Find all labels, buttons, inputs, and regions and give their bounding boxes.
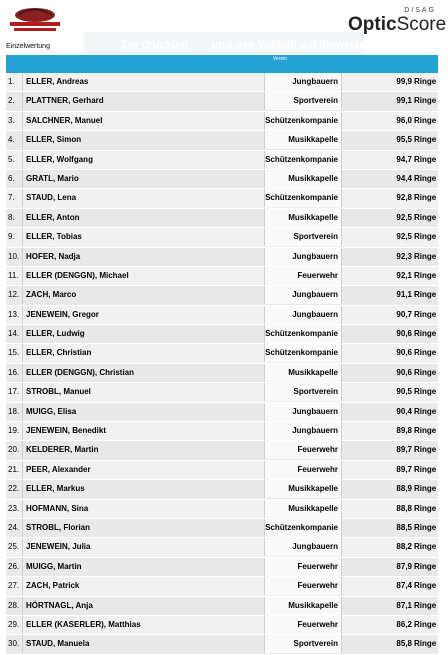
rank-cell: 1. [8, 77, 15, 86]
score-cell: 85,8 [396, 639, 412, 649]
club-cell: Jungbauern [264, 538, 342, 556]
club-cell: Sportverein [264, 92, 342, 110]
score-cell: 92,1 [396, 270, 412, 280]
table-row [6, 228, 438, 247]
name-cell: MUIGG, Elisa [26, 406, 77, 416]
name-cell: ELLER, Simon [26, 135, 82, 145]
score-cell: 92,8 [396, 193, 412, 203]
unit-cell: Ringe [414, 154, 437, 164]
brand-main: OpticScore [348, 14, 447, 35]
score-cell: 87,4 [396, 581, 412, 591]
score-cell: 87,9 [396, 561, 412, 571]
name-cell: ELLER, Andreas [26, 77, 89, 86]
score-cell: 92,5 [396, 212, 412, 222]
column-divider [22, 92, 23, 110]
overlay-hint-part2[interactable]: und den Vollbild auf hinweise [209, 38, 369, 52]
name-cell: MUIGG, Martin [26, 561, 82, 571]
unit-cell: Ringe [414, 270, 437, 280]
name-cell: JENEWEIN, Gregor [26, 309, 99, 319]
score-cell: 88,9 [396, 484, 412, 494]
name-cell: HÖRTNAGL, Anja [26, 600, 93, 610]
club-cell: Musikkapelle [264, 131, 342, 149]
table-row [6, 480, 438, 499]
club-cell: Musikkapelle [264, 500, 342, 518]
rank-cell: 10. [8, 251, 20, 261]
rank-cell: 29. [8, 619, 20, 629]
rank-cell: 16. [8, 367, 20, 377]
results-table [6, 73, 438, 655]
club-cell: Musikkapelle [264, 170, 342, 188]
table-row [6, 500, 438, 519]
table-row [6, 286, 438, 305]
table-row [6, 577, 438, 596]
club-cell: Sportverein [264, 635, 342, 653]
club-cell: Feuerwehr [264, 558, 342, 576]
column-divider [22, 500, 23, 518]
table-row [6, 461, 438, 480]
unit-cell: Ringe [414, 329, 437, 339]
table-row [6, 170, 438, 189]
table-row [6, 344, 438, 363]
table-row [6, 635, 438, 654]
name-cell: ELLER, Tobias [26, 232, 82, 242]
club-cell: Schützenkompanie [264, 344, 342, 362]
name-cell: ZACH, Patrick [26, 581, 80, 591]
table-row [6, 422, 438, 441]
table-row [6, 597, 438, 616]
rank-cell: 14. [8, 329, 20, 339]
table-row [6, 189, 438, 208]
unit-cell: Ringe [414, 387, 437, 397]
club-cell: Musikkapelle [264, 480, 342, 498]
name-cell: STROBL, Florian [26, 522, 90, 532]
rank-cell: 24. [8, 522, 20, 532]
name-cell: PLATTNER, Gerhard [26, 96, 104, 106]
table-row [6, 383, 438, 402]
score-cell: 91,1 [396, 290, 412, 300]
rank-cell: 15. [8, 348, 20, 358]
table-row [6, 364, 438, 383]
column-divider [22, 151, 23, 169]
column-divider [22, 267, 23, 285]
score-cell: 90,4 [396, 406, 412, 416]
table-header [6, 55, 438, 73]
score-cell: 94,7 [396, 154, 412, 164]
unit-cell: Ringe [414, 581, 437, 591]
unit-cell: Ringe [414, 503, 437, 513]
unit-cell: Ringe [414, 173, 437, 183]
unit-cell: Ringe [414, 445, 437, 455]
name-cell: ELLER, Wolfgang [26, 154, 93, 164]
name-cell: HOFMANN, Sina [26, 503, 89, 513]
rank-cell: 4. [8, 135, 15, 145]
table-row [6, 441, 438, 460]
unit-cell: Ringe [414, 251, 437, 261]
rank-cell: 26. [8, 561, 20, 571]
score-cell: 90,6 [396, 329, 412, 339]
overlay-hint [118, 38, 383, 52]
rank-cell: 11. [8, 270, 19, 280]
club-cell: Schützenkompanie [264, 519, 342, 537]
name-cell: ELLER (DENGGN), Michael [26, 270, 129, 280]
score-cell: 90,7 [396, 309, 412, 319]
unit-cell: Ringe [414, 406, 437, 416]
name-cell: KELDERER, Martin [26, 445, 99, 455]
rank-cell: 20. [8, 445, 20, 455]
unit-cell: Ringe [414, 619, 437, 629]
score-cell: 89,8 [396, 426, 412, 436]
column-divider [22, 325, 23, 343]
column-divider [22, 189, 23, 207]
rank-cell: 12. [8, 290, 20, 300]
unit-cell: Ringe [414, 561, 437, 571]
name-cell: STROBL, Manuel [26, 387, 91, 397]
table-row [6, 325, 438, 344]
table-row [6, 209, 438, 228]
club-cell: Jungbauern [264, 306, 342, 324]
column-divider [22, 635, 23, 653]
club-cell: Jungbauern [264, 73, 342, 91]
score-cell: 96,0 [396, 115, 412, 125]
column-divider [22, 403, 23, 421]
score-cell: 89,7 [396, 464, 412, 474]
score-cell: 92,5 [396, 232, 412, 242]
club-cell: Jungbauern [264, 403, 342, 421]
column-divider [22, 577, 23, 595]
unit-cell: Ringe [414, 426, 437, 436]
table-row [6, 519, 438, 538]
unit-cell: Ringe [414, 600, 437, 610]
overlay-hint-part1[interactable]: Zur druckbar [118, 38, 192, 52]
unit-cell: Ringe [414, 639, 437, 649]
rank-cell: 5. [8, 154, 15, 164]
column-header-verein: Verein [272, 56, 288, 62]
rank-cell: 25. [8, 542, 20, 552]
unit-cell: Ringe [414, 193, 437, 203]
name-cell: ELLER (DENGGN), Christian [26, 367, 135, 377]
club-cell: Jungbauern [264, 422, 342, 440]
club-cell: Feuerwehr [264, 616, 342, 634]
rank-cell: 3. [8, 115, 15, 125]
column-divider [22, 112, 23, 130]
unit-cell: Ringe [414, 348, 437, 358]
club-cell: Sportverein [264, 228, 342, 246]
name-cell: ELLER, Markus [26, 484, 85, 494]
unit-cell: Ringe [414, 96, 437, 106]
club-cell: Feuerwehr [264, 461, 342, 479]
name-cell: SALCHNER, Manuel [26, 115, 103, 125]
club-cell: Jungbauern [264, 248, 342, 266]
rank-cell: 30. [8, 639, 20, 649]
column-divider [22, 383, 23, 401]
unit-cell: Ringe [414, 542, 437, 552]
rank-cell: 8. [8, 212, 15, 222]
club-cell: Musikkapelle [264, 209, 342, 227]
club-cell: Schützenkompanie [264, 189, 342, 207]
rank-cell: 22. [8, 484, 20, 494]
rank-cell: 17. [8, 387, 20, 397]
club-cell: Sportverein [264, 383, 342, 401]
name-cell: ELLER, Ludwig [26, 329, 85, 339]
unit-cell: Ringe [414, 464, 437, 474]
name-cell: JENEWEIN, Benedikt [26, 426, 107, 436]
rank-cell: 9. [8, 232, 15, 242]
table-row [6, 558, 438, 577]
column-divider [22, 616, 23, 634]
column-divider [22, 248, 23, 266]
score-cell: 86,2 [396, 619, 412, 629]
table-row [6, 248, 438, 267]
unit-cell: Ringe [414, 484, 437, 494]
column-divider [22, 558, 23, 576]
rank-cell: 21. [8, 464, 20, 474]
name-cell: STAUD, Lena [26, 193, 77, 203]
club-cell: Musikkapelle [264, 364, 342, 382]
table-row [6, 112, 438, 131]
name-cell: ELLER, Christian [26, 348, 92, 358]
rank-cell: 18. [8, 406, 20, 416]
column-divider [22, 131, 23, 149]
column-divider [22, 286, 23, 304]
table-row [6, 306, 438, 325]
unit-cell: Ringe [414, 77, 437, 86]
column-divider [22, 170, 23, 188]
score-cell: 90,6 [396, 348, 412, 358]
unit-cell: Ringe [414, 290, 437, 300]
unit-cell: Ringe [414, 232, 437, 242]
rank-cell: 27. [8, 581, 20, 591]
score-cell: 88,8 [396, 503, 412, 513]
score-cell: 87,1 [396, 600, 412, 610]
club-cell: Schützenkompanie [264, 325, 342, 343]
column-divider [22, 364, 23, 382]
name-cell: ZACH, Marco [26, 290, 77, 300]
rank-cell: 13. [8, 309, 20, 319]
table-row [6, 538, 438, 557]
club-cell: Feuerwehr [264, 267, 342, 285]
column-divider [22, 480, 23, 498]
table-row [6, 267, 438, 286]
club-cell: Feuerwehr [264, 441, 342, 459]
table-row [6, 73, 438, 92]
column-divider [22, 344, 23, 362]
rank-cell: 28. [8, 600, 20, 610]
column-divider [22, 228, 23, 246]
rank-cell: 23. [8, 503, 20, 513]
unit-cell: Ringe [414, 212, 437, 222]
column-divider [22, 597, 23, 615]
club-cell: Musikkapelle [264, 597, 342, 615]
club-logo [6, 6, 64, 36]
rank-cell: 2. [8, 96, 15, 106]
club-cell: Jungbauern [264, 286, 342, 304]
score-cell: 94,4 [396, 173, 412, 183]
column-divider [22, 441, 23, 459]
brand-top: DISAG [404, 7, 436, 14]
column-divider [22, 209, 23, 227]
club-cell: Feuerwehr [264, 577, 342, 595]
score-cell: 88,2 [396, 542, 412, 552]
column-divider [22, 538, 23, 556]
table-row [6, 403, 438, 422]
unit-cell: Ringe [414, 135, 437, 145]
table-row [6, 616, 438, 635]
score-cell: 99,1 [396, 96, 412, 106]
rank-cell: 19. [8, 426, 20, 436]
column-divider [22, 422, 23, 440]
score-cell: 92,3 [396, 251, 412, 261]
score-cell: 95,5 [396, 135, 412, 145]
club-cell: Schützenkompanie [264, 112, 342, 130]
name-cell: GRATL, Mario [26, 173, 79, 183]
score-cell: 88,5 [396, 522, 412, 532]
unit-cell: Ringe [414, 367, 437, 377]
club-cell: Schützenkompanie [264, 151, 342, 169]
column-divider [22, 461, 23, 479]
column-divider [22, 73, 23, 91]
unit-cell: Ringe [414, 115, 437, 125]
name-cell: JENEWEIN, Julia [26, 542, 91, 552]
section-title: Einzelwertung [6, 43, 50, 50]
score-cell: 90,6 [396, 367, 412, 377]
rank-cell: 6. [8, 173, 15, 183]
club-crest-icon [6, 6, 64, 36]
score-cell: 90,5 [396, 387, 412, 397]
name-cell: ELLER (KASERLER), Matthias [26, 619, 141, 629]
table-row [6, 92, 438, 111]
table-row [6, 131, 438, 150]
table-row [6, 151, 438, 170]
column-divider [22, 519, 23, 537]
name-cell: STAUD, Manuela [26, 639, 90, 649]
score-cell: 89,7 [396, 445, 412, 455]
name-cell: HOFER, Nadja [26, 251, 81, 261]
name-cell: ELLER, Anton [26, 212, 80, 222]
name-cell: PEER, Alexander [26, 464, 91, 474]
score-cell: 99,9 [396, 77, 412, 86]
unit-cell: Ringe [414, 522, 437, 532]
unit-cell: Ringe [414, 309, 437, 319]
column-divider [22, 306, 23, 324]
rank-cell: 7. [8, 193, 15, 203]
